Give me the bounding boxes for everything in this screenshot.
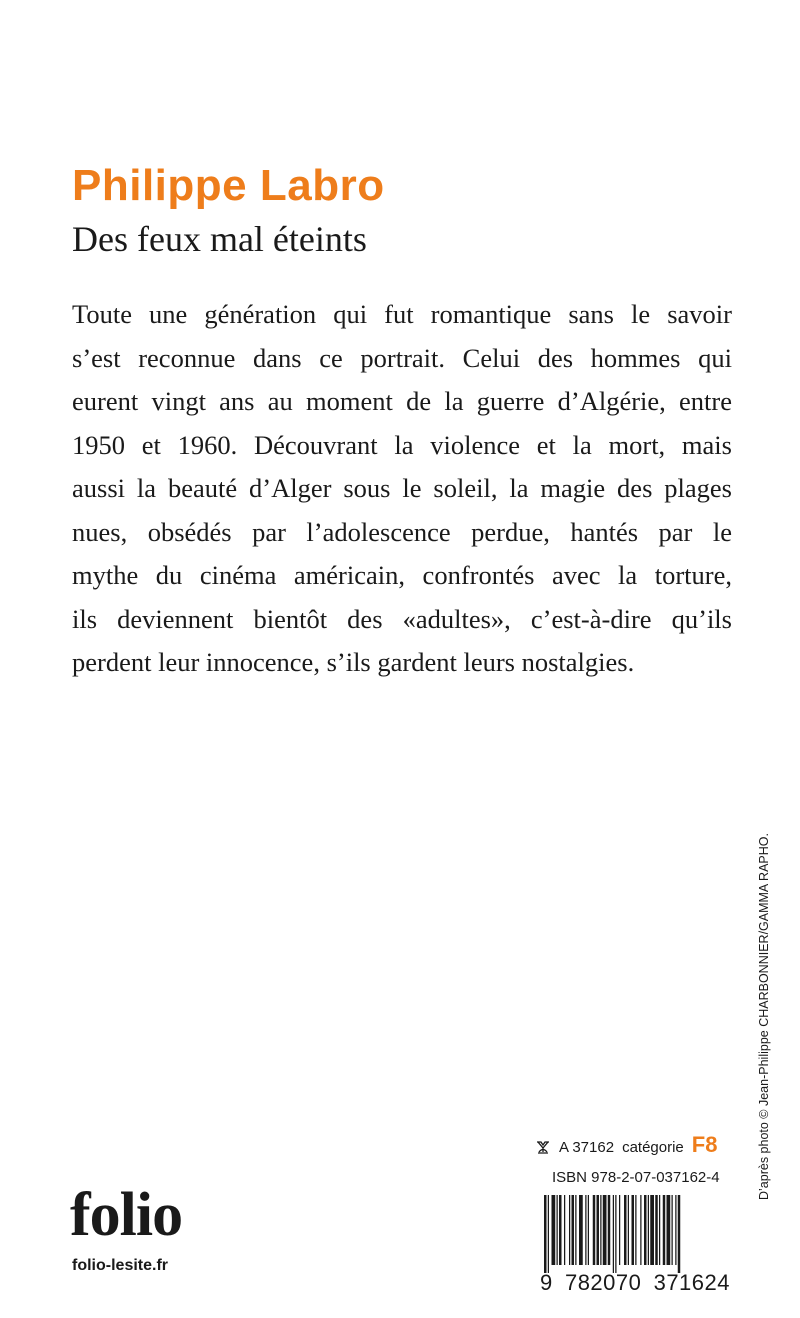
category-value: F8 — [691, 1132, 718, 1157]
publisher-code-row — [535, 1132, 725, 1162]
blurb-line: perdent leur innocence, s’ils gardent leurs nostalgies. — [72, 647, 635, 677]
barcode-bar — [644, 1195, 647, 1265]
barcode-bar — [588, 1195, 589, 1265]
barcode-bar — [655, 1195, 658, 1265]
barcode-bar — [552, 1195, 556, 1265]
isbn: ISBN 978-2-07-037162-4 — [552, 1169, 720, 1186]
photo-credit: D’après photo © Jean-Philippe CHARBONNIER/GAMMA RAPHO. — [757, 833, 771, 1200]
barcode-bar — [619, 1195, 620, 1265]
barcode-bar — [559, 1195, 562, 1265]
book-title: Des feux mal éteints — [72, 219, 367, 259]
publisher-website[interactable]: folio-lesite.fr — [72, 1257, 169, 1274]
blurb-line: ils deviennent bientôt des «adultes», c’est-à-dire qu’ils — [72, 603, 732, 634]
barcode-bar — [597, 1195, 600, 1265]
barcode-bar — [579, 1195, 583, 1265]
barcode — [542, 1195, 728, 1273]
blurb-line: eurent vingt ans au moment de la guerre d’Algérie, entre — [72, 386, 732, 416]
barcode-digits — [540, 1270, 730, 1296]
barcode-bar — [667, 1195, 671, 1265]
barcode-bar — [544, 1195, 547, 1273]
barcode-digit-group: 9 — [540, 1270, 553, 1295]
barcode-bar — [569, 1195, 570, 1265]
barcode-bar — [608, 1195, 611, 1265]
barcode-bar — [585, 1195, 586, 1265]
barcode-bar — [593, 1195, 596, 1265]
barcode-bar — [672, 1195, 673, 1265]
barcode-bar — [648, 1195, 649, 1265]
publisher-brand: folio — [70, 1181, 183, 1249]
barcode-bar — [600, 1195, 601, 1265]
barcode-digit-group: 782070 — [564, 1270, 642, 1295]
barcode-bar — [632, 1195, 635, 1265]
barcode-bar — [557, 1195, 558, 1265]
blurb-line: s’est reconnue dans ce portrait. Celui des hommes qui — [72, 342, 732, 373]
barcode-bar — [663, 1195, 666, 1265]
barcode-digit-group: 371624 — [653, 1270, 730, 1295]
blurb-line: nues, obsédés par l’adolescence perdue, hantés par le — [72, 516, 732, 547]
author-name: Philippe Labro — [72, 161, 385, 210]
barcode-bar — [650, 1195, 654, 1265]
barcode-bar — [678, 1195, 681, 1273]
blurb-text — [72, 293, 732, 685]
category-label: catégorie — [622, 1139, 684, 1156]
blurb-line: mythe du cinéma américain, confrontés avec la torture, — [72, 560, 732, 590]
blurb-line: aussi la beauté d’Alger sous le soleil, la magie des plages — [72, 473, 732, 503]
barcode-bar — [659, 1195, 660, 1265]
barcode-bar — [613, 1195, 614, 1273]
barcode-bar — [603, 1195, 607, 1265]
barcode-bar — [624, 1195, 627, 1265]
publisher-code: A 37162 — [559, 1139, 615, 1156]
blurb-line: Toute une génération qui fut romantique sans le savoir — [72, 299, 732, 329]
barcode-bar — [572, 1195, 575, 1265]
gallimard-monogram-icon — [535, 1139, 551, 1155]
barcode-bar — [640, 1195, 641, 1265]
barcode-bar — [615, 1195, 616, 1273]
barcode-bar — [635, 1195, 636, 1265]
barcode-bar — [564, 1195, 565, 1265]
barcode-bar — [548, 1195, 549, 1273]
barcode-bar — [575, 1195, 576, 1265]
barcode-bar — [675, 1195, 676, 1265]
blurb-line: 1950 et 1960. Découvrant la violence et la mort, mais — [72, 429, 732, 460]
barcode-bar — [628, 1195, 629, 1265]
